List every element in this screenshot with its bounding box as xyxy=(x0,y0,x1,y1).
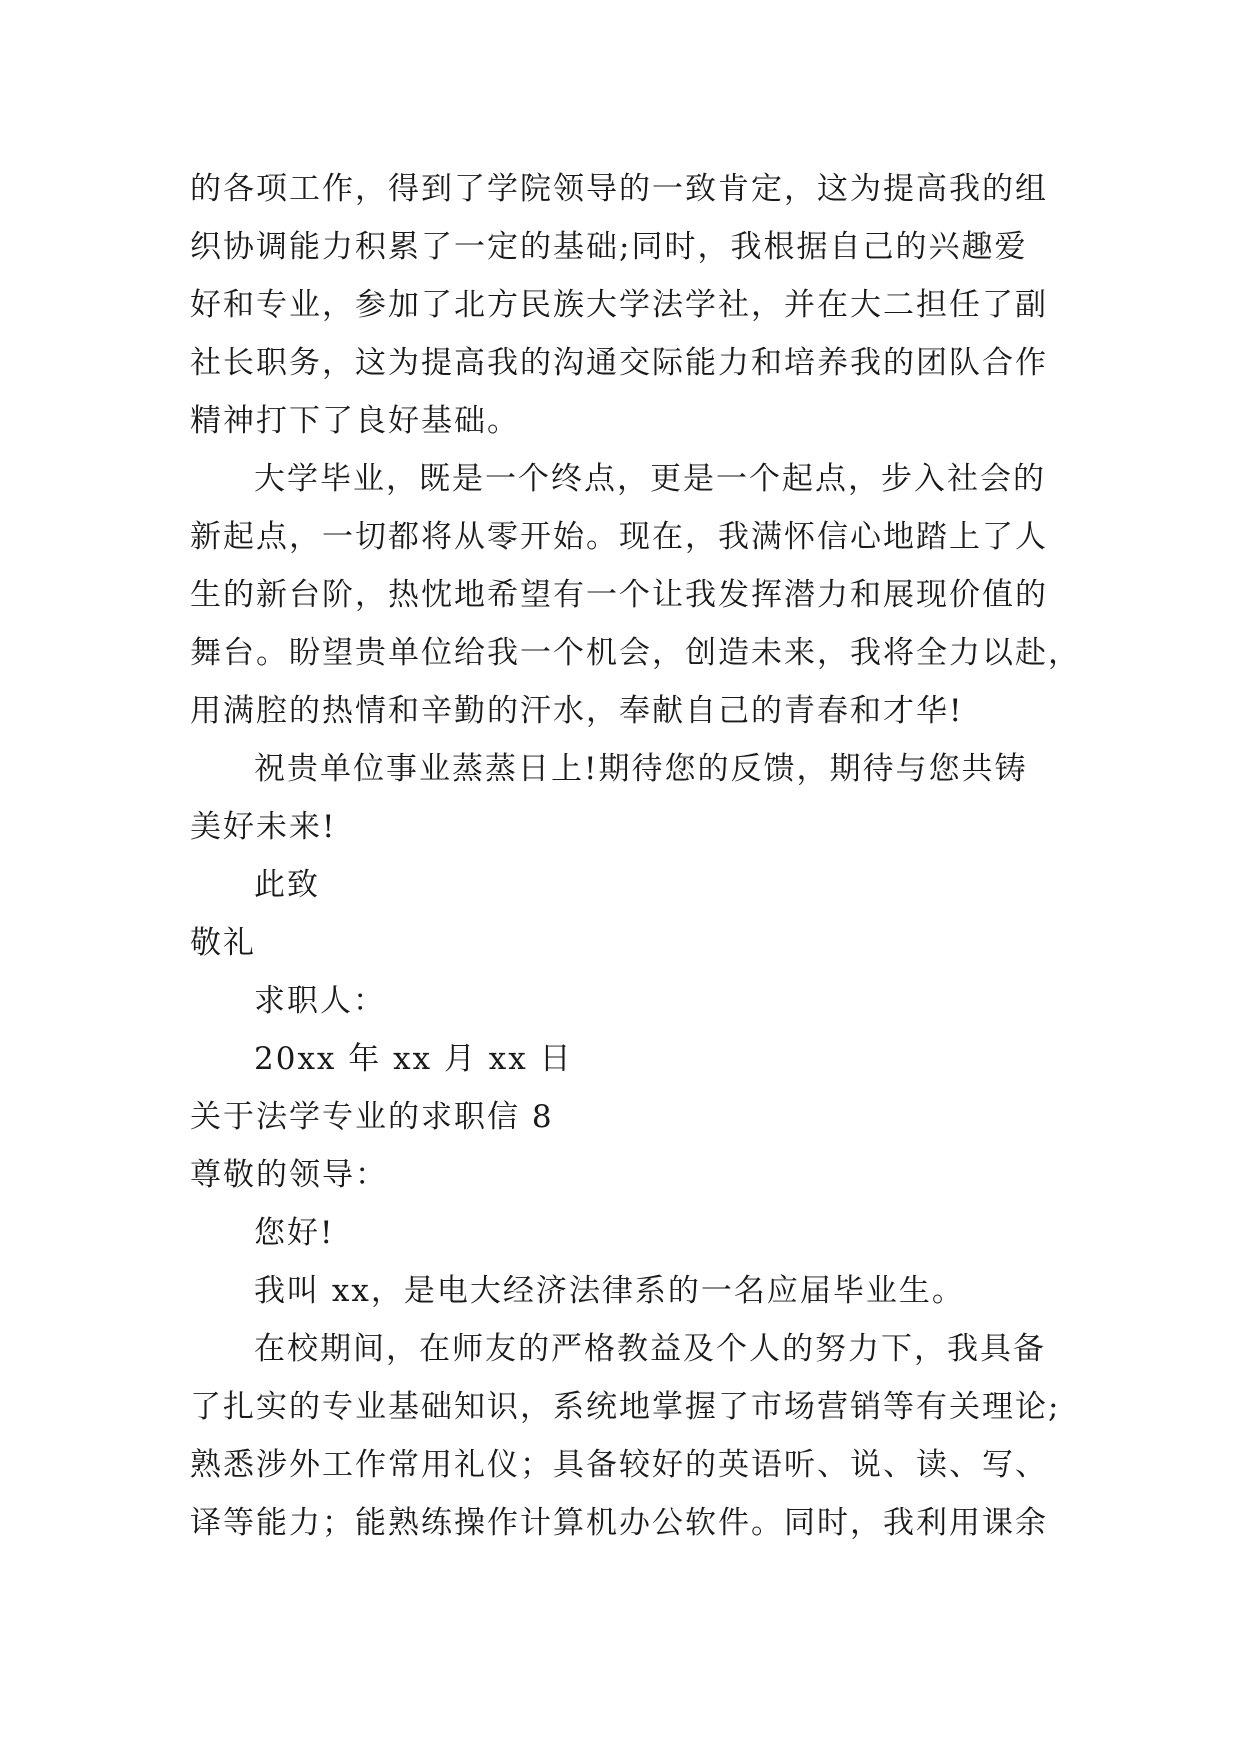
text-line: 熟悉涉外工作常用礼仪；具备较好的英语听、说、读、写、 xyxy=(190,1447,1048,1483)
text-line: 织协调能力积累了一定的基础;同时，我根据自己的兴趣爱 xyxy=(190,229,1028,265)
section-title: 关于法学专业的求职信 8 xyxy=(190,1099,554,1135)
letter-date: 20xx 年 xx 月 xx 日 xyxy=(254,1041,573,1077)
text-line: 了扎实的专业基础知识，系统地掌握了市场营销等有关理论; xyxy=(190,1389,1061,1425)
text-line: 大学毕业，既是一个终点，更是一个起点，步入社会的 xyxy=(254,461,1046,497)
text-line: 译等能力；能熟练操作计算机办公软件。同时，我利用课余 xyxy=(190,1505,1048,1541)
text-line: 社长职务，这为提高我的沟通交际能力和培养我的团队合作 xyxy=(190,345,1048,381)
letter-body xyxy=(190,160,1081,1552)
text-line: 用满腔的热情和辛勤的汗水，奉献自己的青春和才华! xyxy=(190,693,964,729)
text-line: 祝贵单位事业蒸蒸日上!期待您的反馈，期待与您共铸 xyxy=(254,751,1028,787)
text-line: 好和专业，参加了北方民族大学法学社，并在大二担任了副 xyxy=(190,287,1048,323)
closing-salutation: 此致 xyxy=(254,867,320,903)
greeting: 您好! xyxy=(254,1215,335,1251)
text-line: 美好未来! xyxy=(190,809,337,845)
text-line: 在校期间，在师友的严格教益及个人的努力下，我具备 xyxy=(254,1331,1046,1367)
text-line: 精神打下了良好基础。 xyxy=(190,403,520,439)
signature-label: 求职人： xyxy=(254,983,386,1019)
text-line: 生的新台阶，热忱地希望有一个让我发挥潜力和展现价值的 xyxy=(190,577,1048,613)
text-line: 新起点，一切都将从零开始。现在，我满怀信心地踏上了人 xyxy=(190,519,1048,555)
greeting-recipient: 尊敬的领导： xyxy=(190,1157,388,1193)
text-line: 我叫 xx，是电大经济法律系的一名应届毕业生。 xyxy=(254,1273,965,1309)
text-line: 舞台。盼望贵单位给我一个机会，创造未来，我将全力以赴， xyxy=(190,635,1081,671)
text-line: 的各项工作，得到了学院领导的一致肯定，这为提高我的组 xyxy=(190,171,1048,207)
closing-respect: 敬礼 xyxy=(190,925,256,961)
